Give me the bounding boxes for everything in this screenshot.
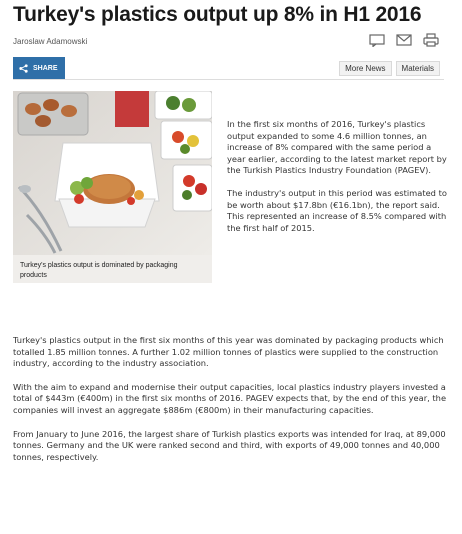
body-paragraph: From January to June 2016, the largest share of Turkish plastics exports was intended for Iraq, at 89,000 tonnes. Germany and the UK were ranked second and third, with exports of 49,000 tonnes and 40,000 tonnes, respectively. (13, 428, 446, 462)
comment-icon[interactable] (368, 33, 386, 47)
share-label: SHARE (33, 64, 58, 72)
share-button[interactable] (13, 57, 65, 79)
article-title: Turkey's plastics output up 8% in H1 2016 (13, 3, 422, 26)
more-news-button[interactable]: More News (339, 61, 391, 76)
article-body (13, 335, 453, 475)
body-paragraph: With the aim to expand and modernise their output capacities, local plastics industry players invested a total of $443m (€400m) in the first six months of 2016. PAGEV expects that, by the end of this year, the companies will invest an aggregate $886m (€800m) in their manufacturing capacities. (13, 381, 447, 415)
email-icon[interactable] (395, 33, 413, 47)
related-tabs (339, 61, 440, 76)
share-icon (19, 64, 28, 73)
article-photo (13, 91, 212, 255)
article-author[interactable]: Jaroslaw Adamowski (13, 37, 88, 46)
print-icon[interactable] (422, 33, 440, 47)
intro-paragraph: In the first six months of 2016, Turkey's plastics output expanded to some 4.6 million tonnes, an increase of 8% compared with the same period a year earlier, according to the latest market report by the Turkish Plastics Industry Foundation (PAGEV). (227, 119, 447, 176)
materials-button[interactable]: Materials (396, 61, 440, 76)
article-figure (13, 91, 212, 283)
body-paragraph: Turkey's plastics output in the first six months of this year was dominated by packaging products which totalled 1.85 million tonnes. A further 1.02 million tonnes of plastics were supplied to the construction industry, according to the industry association. (13, 335, 444, 369)
figure-caption: Turkey's plastics output is dominated by packaging products (20, 262, 178, 279)
intro-paragraph: The industry's output in this period was estimated to be worth about $17.8bn (€16.1bn), the report said. This represented an increase of 8.5% compared with the first half of 2015. (227, 187, 447, 233)
article-actions (368, 33, 440, 47)
share-bar (13, 57, 444, 80)
intro-column (227, 119, 449, 245)
